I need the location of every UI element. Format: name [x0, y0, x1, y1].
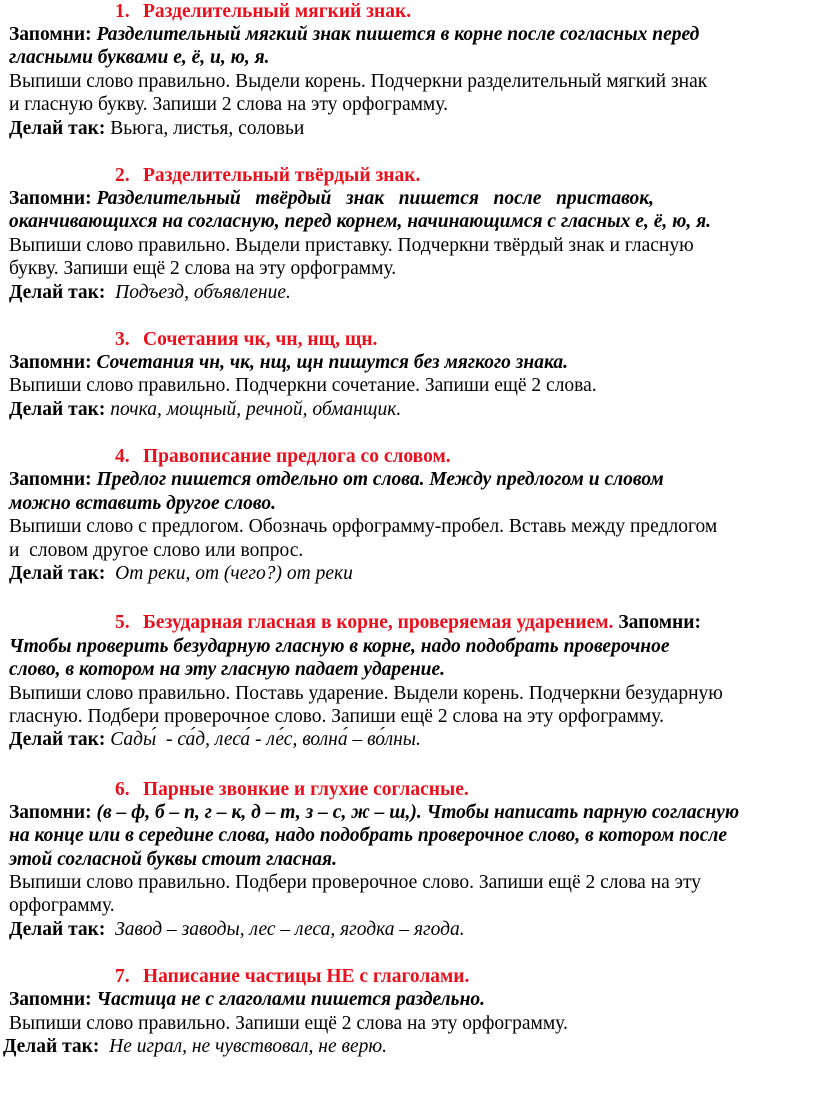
rule-text: на конце или в середине слова, надо подобрать проверочное слово, в котором после: [9, 825, 728, 847]
section-number: 2.: [115, 165, 130, 187]
remember-label: Запомни:: [9, 24, 92, 45]
section-title: Сочетания чк, чн, нщ, щн.: [143, 329, 378, 351]
rule-text: (в – ф, б – п, г – к, д – т, з – с, ж – ш,). Чтобы написать парную согласную: [96, 801, 740, 823]
section-heading: [9, 445, 809, 468]
task-text: и гласную букву. Запиши 2 слова на эту орфограмму.: [9, 94, 448, 116]
rule-text: Разделительный мягкий знак пишется в корне после согласных перед: [96, 24, 700, 45]
section-heading: [9, 164, 809, 187]
task-text: Выпиши слово с предлогом. Обозначь орфограмму-пробел. Вставь между предлогом: [9, 516, 718, 538]
section-number: 4.: [115, 446, 130, 468]
remember-label: Запомни:: [9, 188, 92, 210]
rule-text: оканчивающихся на согласную, перед корнем, начинающимся с гласных е, ё, ю, я.: [9, 211, 712, 233]
task-text: Выпиши слово правильно. Поставь ударение. Выдели корень. Подчеркни безударную: [9, 682, 723, 704]
section-5: [9, 611, 809, 751]
rule-text: Разделительный твёрдый знак пишется после приставок,: [96, 188, 655, 210]
section-2: [9, 164, 809, 304]
remember-label: Запомни:: [9, 469, 92, 491]
example-text: Завод – заводы, лес – леса, ягодка – ягода.: [115, 918, 465, 940]
section-title: Парные звонкие и глухие согласные.: [143, 778, 469, 800]
remember-label: Запомни:: [618, 612, 701, 634]
remember-label: Запомни:: [9, 801, 92, 823]
task-text: гласную. Подбери проверочное слово. Запиши ещё 2 слова на эту орфограмму.: [9, 705, 664, 727]
do-label: Делай так:: [3, 1036, 100, 1057]
do-label: Делай так:: [9, 117, 106, 139]
section-heading: [9, 965, 809, 988]
section-number: 3.: [115, 329, 130, 351]
do-label: Делай так:: [9, 918, 106, 940]
section-title: Безударная гласная в корне, проверяемая ударением.: [143, 612, 614, 634]
example-text: Не играл, не чувствовал, не верю.: [109, 1036, 387, 1057]
section-4: [9, 445, 809, 585]
rule-text: этой согласной буквы стоит гласная.: [9, 848, 337, 870]
do-label: Делай так:: [9, 398, 106, 420]
section-3: [9, 328, 809, 421]
task-text: орфограмму.: [9, 895, 115, 917]
example-text: почка, мощный, речной, обманщик.: [110, 398, 402, 420]
rule-text: Частица не с глаголами пишется раздельно.: [96, 989, 486, 1011]
rule-text: Предлог пишется отдельно от слова. Между предлогом и словом: [96, 469, 664, 491]
example-text: Подъезд, объявление.: [115, 281, 291, 303]
do-label: Делай так:: [9, 729, 106, 751]
rule-text: можно вставить другое слово.: [9, 492, 276, 514]
section-heading: [9, 328, 809, 351]
section-title: Правописание предлога со словом.: [143, 446, 451, 468]
section-title: Написание частицы НЕ с глаголами.: [143, 966, 470, 988]
section-number: 6.: [115, 778, 130, 800]
example-text: Вьюга, листья, соловьи: [110, 117, 305, 139]
section-title: Разделительный твёрдый знак.: [143, 165, 421, 187]
do-label: Делай так:: [9, 562, 106, 584]
task-text: и словом другое слово или вопрос.: [9, 539, 304, 561]
section-number: 1.: [115, 1, 130, 22]
remember-label: Запомни:: [9, 989, 92, 1011]
remember-label: Запомни:: [9, 352, 92, 374]
task-text: букву. Запиши ещё 2 слова на эту орфограмму.: [9, 258, 397, 280]
section-1: [9, 0, 809, 140]
rule-text: Чтобы проверить безударную гласную в корне, надо подобрать проверочное: [9, 635, 670, 657]
rule-text: гласными буквами е, ё, и, ю, я.: [9, 47, 270, 69]
task-text: Выпиши слово правильно. Подчеркни сочетание. Запиши ещё 2 слова.: [9, 375, 597, 397]
section-6: [9, 778, 809, 941]
section-title: Разделительный мягкий знак.: [143, 1, 412, 22]
section-heading: [9, 0, 809, 23]
task-text: Выпиши слово правильно. Подбери проверочное слово. Запиши ещё 2 слова на эту: [9, 871, 702, 893]
worksheet: [3, 0, 809, 1058]
example-text: От реки, от (чего?) от реки: [115, 562, 353, 584]
section-number: 7.: [115, 966, 130, 988]
task-text: Выпиши слово правильно. Выдели корень. Подчеркни разделительный мягкий знак: [9, 70, 708, 92]
rule-text: слово, в котором на эту гласную падает ударение.: [9, 659, 446, 681]
do-label: Делай так:: [9, 281, 106, 303]
task-text: Выпиши слово правильно. Запиши ещё 2 слова на эту орфограмму.: [9, 1012, 568, 1034]
task-text: Выпиши слово правильно. Выдели приставку. Подчеркни твёрдый знак и гласную: [9, 234, 694, 256]
section-7: [3, 965, 809, 1058]
section-number: 5.: [115, 612, 130, 634]
section-heading: [9, 778, 809, 801]
example-text: Сады́ - са́д, леса́ - ле́с, волна́ – во́лны.: [110, 729, 421, 751]
rule-text: Сочетания чн, чк, нщ, щн пишутся без мягкого знака.: [96, 352, 568, 374]
